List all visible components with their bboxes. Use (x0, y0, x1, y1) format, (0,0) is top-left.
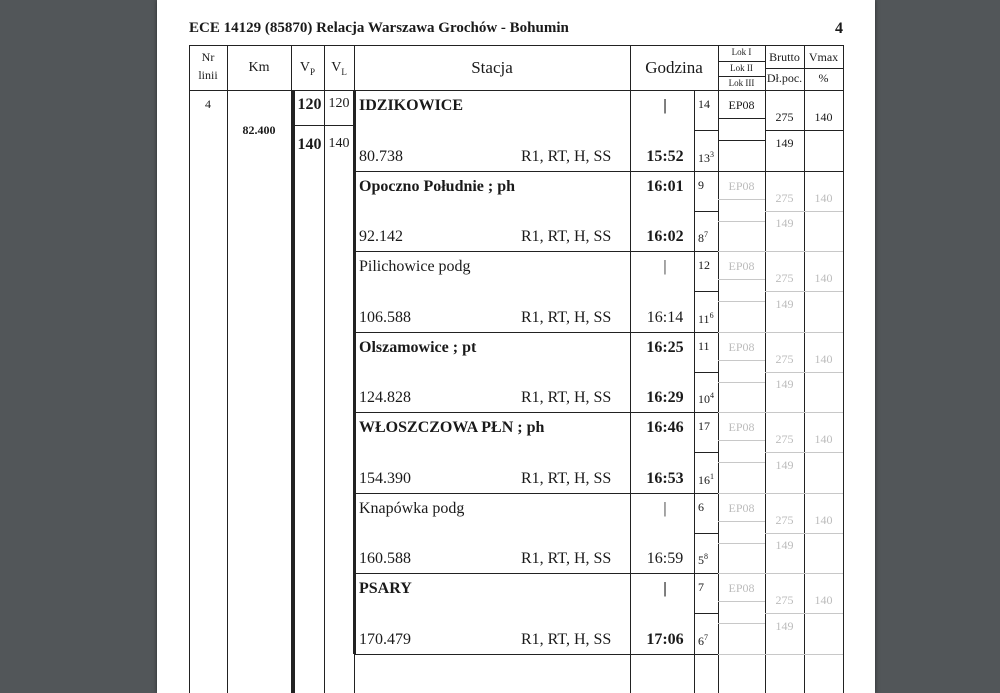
departure-time: 15:52 (646, 148, 684, 165)
rule (765, 654, 843, 655)
loco-type: EP08 (728, 501, 755, 515)
col-lok3: Lok III (728, 78, 755, 88)
station-name: Opoczno Południe ; ph (359, 178, 516, 195)
train-length: 149 (775, 377, 794, 391)
rule (694, 372, 718, 373)
loco-type: EP08 (728, 420, 755, 434)
minutes-fraction: 7 (704, 230, 708, 239)
rule (765, 412, 843, 413)
thick-rule (353, 171, 356, 252)
thick-rule (353, 412, 356, 493)
arrival-minutes: 11 (698, 339, 710, 353)
vmax-value: 140 (814, 191, 833, 205)
vl-speed-2: 140 (328, 136, 350, 151)
thick-rule (353, 251, 356, 332)
station-km: 124.828 (359, 389, 411, 406)
rule (843, 45, 844, 693)
rule (718, 76, 765, 77)
station-km: 80.738 (359, 148, 403, 165)
rule (765, 251, 843, 252)
arrival-minutes: 12 (698, 258, 710, 272)
col-vmax: Vmax (808, 50, 839, 64)
vl-speed-1: 120 (328, 96, 350, 111)
arrival-time: | (663, 500, 667, 517)
brutto-value: 275 (775, 110, 794, 124)
rule (718, 440, 765, 441)
rule (718, 521, 765, 522)
rule (189, 45, 843, 46)
arrival-minutes: 6 (698, 500, 704, 514)
brutto-value: 275 (775, 352, 794, 366)
vmax-value: 140 (814, 271, 833, 285)
minutes-fraction: 6 (709, 311, 714, 320)
rule (694, 452, 718, 453)
station-codes: R1, RT, H, SS (521, 228, 612, 245)
rule (718, 360, 765, 361)
departure-minutes (698, 230, 708, 246)
thick-rule (353, 493, 356, 574)
rule (694, 613, 718, 614)
station-name: IDZIKOWICE (359, 97, 464, 114)
thick-rule (353, 90, 356, 171)
station-name: Pilichowice podg (359, 258, 471, 275)
station-codes: R1, RT, H, SS (521, 309, 612, 326)
vmax-value: 140 (814, 110, 833, 124)
minutes-fraction: 1 (710, 472, 714, 481)
rule (718, 332, 765, 333)
col-stacja: Stacja (471, 58, 513, 77)
station-km: 154.390 (359, 470, 411, 487)
vp-speed-2: 140 (297, 136, 322, 153)
col-nr-linii-2: linii (198, 68, 218, 82)
col-godzina: Godzina (645, 58, 703, 77)
arrival-time: 16:01 (646, 178, 684, 195)
rule (694, 211, 718, 212)
loco-type: EP08 (728, 581, 755, 595)
train-length: 149 (775, 297, 794, 311)
station-codes: R1, RT, H, SS (521, 631, 612, 648)
line-number: 4 (205, 97, 211, 111)
departure-minutes (698, 472, 714, 488)
brutto-value: 275 (775, 271, 794, 285)
rule (354, 171, 718, 172)
minutes-fraction: 3 (710, 150, 714, 159)
rule (718, 171, 765, 172)
station-km: 92.142 (359, 228, 403, 245)
col-nr-linii-1: Nr (201, 50, 215, 64)
departure-time: 16:59 (646, 550, 684, 567)
station-km: 170.479 (359, 631, 411, 648)
arrival-time: | (663, 97, 667, 114)
train-length: 149 (775, 216, 794, 230)
rule (694, 291, 718, 292)
train-length: 149 (775, 619, 794, 633)
station-codes: R1, RT, H, SS (521, 550, 612, 567)
rule (354, 251, 718, 252)
minutes-value: 8 (698, 231, 704, 245)
minutes-value: 11 (698, 312, 710, 326)
station-codes: R1, RT, H, SS (521, 389, 612, 406)
rule (718, 412, 765, 413)
rule (694, 130, 718, 131)
rule (354, 493, 718, 494)
station-name: PSARY (359, 580, 412, 597)
rule (189, 45, 190, 693)
arrival-minutes: 17 (698, 419, 710, 433)
vmax-value: 140 (814, 432, 833, 446)
rule (718, 118, 765, 119)
document-title: ECE 14129 (85870) Relacja Warszawa Grochów - Bohumin (189, 20, 569, 36)
minutes-fraction: 4 (710, 391, 714, 400)
rule (718, 543, 765, 544)
arrival-time: 16:46 (646, 419, 684, 436)
train-length: 149 (775, 538, 794, 552)
rule (354, 412, 718, 413)
loco-type: EP08 (728, 179, 755, 193)
col-vl: $V_L$ (331, 60, 347, 77)
rule (718, 382, 765, 383)
minutes-value: 13 (698, 151, 710, 165)
rule (718, 623, 765, 624)
loco-type: EP08 (728, 98, 755, 112)
rule (354, 332, 718, 333)
minutes-value: 10 (698, 392, 710, 406)
rule (765, 573, 843, 574)
col-dlpoc: Dł.poc. (766, 71, 803, 85)
rule (765, 613, 843, 614)
rule (354, 654, 718, 655)
minutes-value: 6 (698, 634, 704, 648)
rule (694, 533, 718, 534)
vmax-value: 140 (814, 513, 833, 527)
col-lok1: Lok I (731, 47, 752, 57)
departure-time: 16:53 (646, 470, 684, 487)
col-km: Km (248, 60, 270, 75)
rule (718, 462, 765, 463)
station-name: WŁOSZCZOWA PŁN ; ph (359, 419, 545, 436)
train-length: 149 (775, 136, 794, 150)
vp-speed-1: 120 (297, 96, 322, 113)
arrival-minutes: 7 (698, 580, 704, 594)
rule (718, 221, 765, 222)
rule (718, 654, 765, 655)
col-vp: $V_P$ (299, 60, 316, 77)
rule (765, 68, 843, 69)
rule (765, 372, 843, 373)
thick-rule (353, 573, 356, 654)
station-km: 160.588 (359, 550, 411, 567)
station-codes: R1, RT, H, SS (521, 470, 612, 487)
rule (765, 533, 843, 534)
col-brutto: Brutto (769, 50, 800, 64)
departure-minutes (698, 633, 708, 649)
departure-minutes (698, 311, 714, 327)
station-name: Knapówka podg (359, 500, 465, 517)
rule (718, 251, 765, 252)
arrival-time: 16:25 (646, 339, 684, 356)
rule (718, 573, 765, 574)
vmax-value: 140 (814, 593, 833, 607)
timetable-page (157, 0, 875, 693)
brutto-value: 275 (775, 513, 794, 527)
departure-minutes (698, 552, 708, 568)
km-value: 82.400 (242, 123, 276, 137)
rule (630, 45, 631, 693)
station-km: 106.588 (359, 309, 411, 326)
brutto-value: 275 (775, 593, 794, 607)
rule (718, 61, 765, 62)
departure-time: 16:14 (646, 309, 684, 326)
minutes-value: 5 (698, 553, 704, 567)
departure-time: 16:29 (646, 389, 684, 406)
brutto-value: 275 (775, 191, 794, 205)
rule (354, 573, 718, 574)
thick-rule (291, 90, 295, 693)
departure-minutes (698, 150, 714, 166)
rule (718, 279, 765, 280)
departure-minutes (698, 391, 714, 407)
vmax-value: 140 (814, 352, 833, 366)
minutes-fraction: 7 (704, 633, 708, 642)
rule (295, 125, 354, 126)
loco-type: EP08 (728, 340, 755, 354)
train-length: 149 (775, 458, 794, 472)
rule (765, 452, 843, 453)
rule (765, 332, 843, 333)
thick-rule (353, 332, 356, 413)
arrival-minutes: 9 (698, 178, 704, 192)
rule (765, 211, 843, 212)
rule (765, 130, 843, 131)
arrival-time: | (663, 580, 667, 597)
loco-type: EP08 (728, 259, 755, 273)
rule (765, 291, 843, 292)
station-name: Olszamowice ; pt (359, 339, 477, 356)
page-number: 4 (835, 20, 843, 37)
rule (189, 90, 843, 91)
minutes-fraction: 8 (704, 552, 708, 561)
arrival-time: | (663, 258, 667, 275)
minutes-value: 16 (698, 473, 710, 487)
rule (694, 90, 695, 693)
arrival-minutes: 14 (698, 97, 710, 111)
departure-time: 17:06 (646, 631, 684, 648)
col-percent: % (818, 71, 829, 85)
brutto-value: 275 (775, 432, 794, 446)
rule (227, 45, 228, 693)
departure-time: 16:02 (646, 228, 684, 245)
rule (718, 301, 765, 302)
rule (718, 601, 765, 602)
rule (765, 171, 843, 172)
rule (765, 493, 843, 494)
col-lok2: Lok II (730, 63, 753, 73)
rule (718, 493, 765, 494)
rule (718, 199, 765, 200)
station-codes: R1, RT, H, SS (521, 148, 612, 165)
rule (718, 140, 765, 141)
